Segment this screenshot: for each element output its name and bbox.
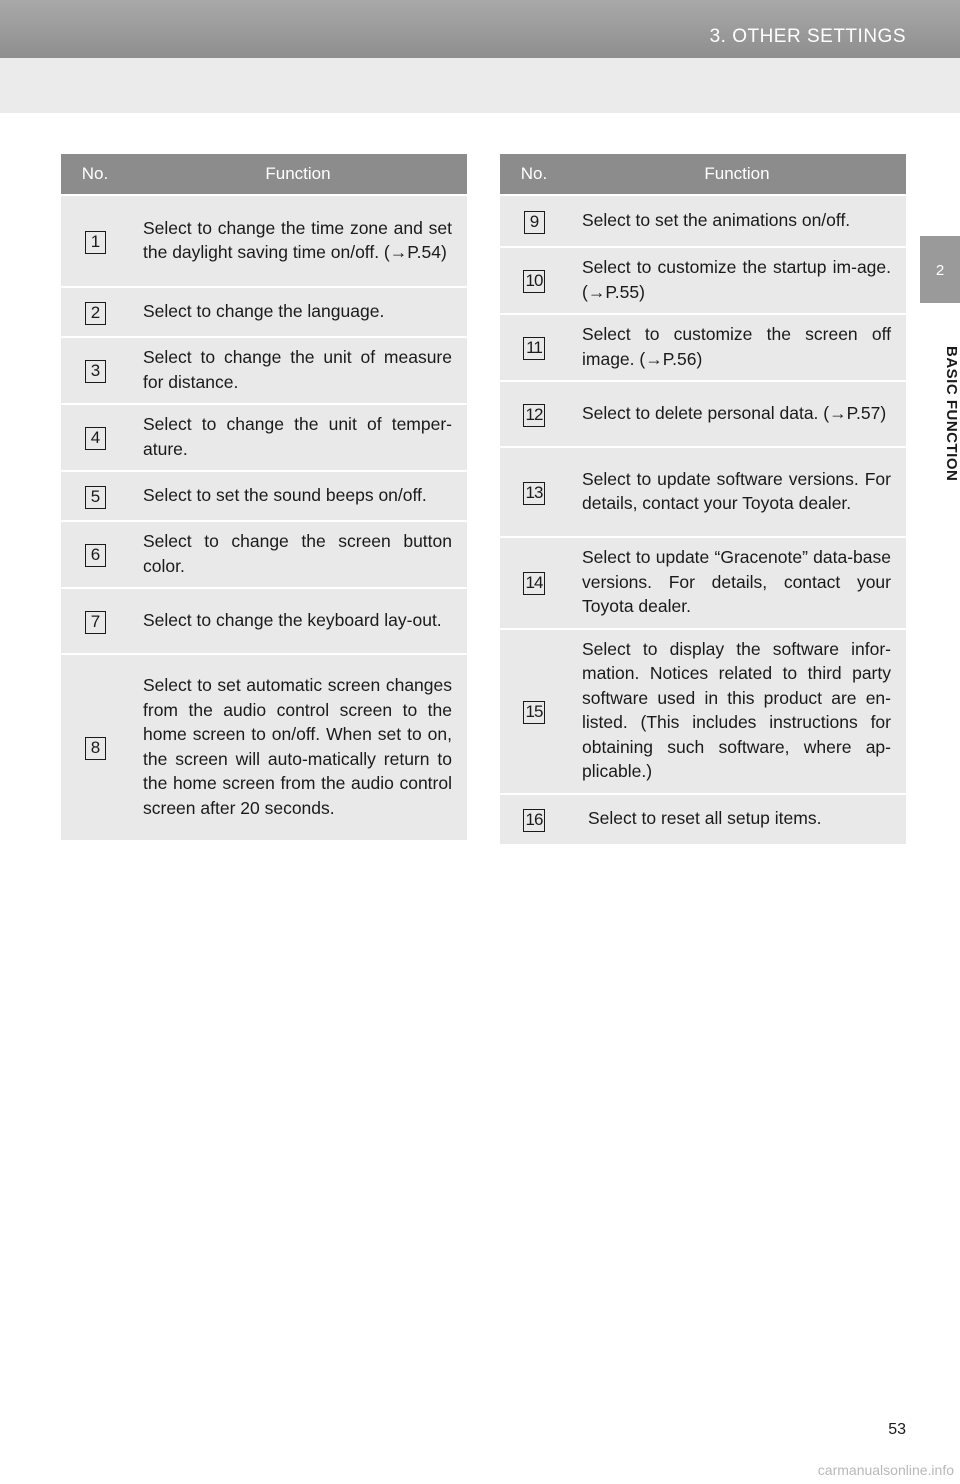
section-title: 3. OTHER SETTINGS [709, 26, 906, 47]
row-number-cell [500, 195, 568, 247]
number-badge: 9 [524, 211, 545, 234]
row-number-cell [61, 521, 129, 588]
table-row [61, 588, 467, 654]
row-number-cell [500, 314, 568, 381]
chapter-label: BASIC FUNCTION [943, 346, 960, 482]
header-bar [0, 0, 960, 58]
number-badge: 14 [523, 572, 546, 595]
table-row [500, 794, 906, 844]
function-description: Select to customize the screen off image. (→P.56) [568, 314, 906, 381]
function-description: Select to change the unit of temper-ature. [129, 404, 467, 471]
row-number-cell [61, 654, 129, 840]
table-row [61, 471, 467, 521]
row-number-cell [61, 404, 129, 471]
number-badge: 2 [85, 302, 106, 325]
watermark: carmanualsonline.info [817, 1462, 954, 1478]
table-header-row [500, 154, 906, 195]
column-header-function: Function [129, 154, 467, 195]
function-table-right [500, 154, 906, 844]
function-table-left [61, 154, 467, 840]
table-row [61, 521, 467, 588]
table-row [61, 337, 467, 404]
number-badge: 8 [85, 737, 106, 760]
function-description: Select to change the screen button color. [129, 521, 467, 588]
function-description: Select to update software versions. For details, contact your Toyota dealer. [568, 447, 906, 537]
function-description: Select to update “Gracenote” data-base versions. For details, contact your Toyota dealer. [568, 537, 906, 629]
function-description: Select to change the keyboard lay-out. [129, 588, 467, 654]
function-description: Select to set automatic screen changes from the audio control screen to the home screen to on/off. When set to on, the screen will auto-matically return to the home screen from the audio control screen after 20 seconds. [129, 654, 467, 840]
column-header-no: No. [61, 154, 129, 195]
function-description: Select to change the language. [129, 287, 467, 337]
number-badge: 1 [85, 231, 106, 254]
number-badge: 16 [523, 809, 546, 832]
row-number-cell [500, 381, 568, 447]
row-number-cell [500, 794, 568, 844]
row-number-cell [61, 588, 129, 654]
number-badge: 5 [85, 486, 106, 509]
table-row [500, 195, 906, 247]
number-badge: 6 [85, 544, 106, 567]
function-description: Select to display the software infor-mation. Notices related to third party software used in this product are en-listed. (This includes instructions for obtaining such software, where ap-plicable.) [568, 629, 906, 794]
function-description: Select to customize the startup im-age. (→P.55) [568, 247, 906, 314]
table-row [61, 404, 467, 471]
column-header-no: No. [500, 154, 568, 195]
table-row [500, 381, 906, 447]
table-row [500, 447, 906, 537]
table-row [500, 629, 906, 794]
table-row [500, 247, 906, 314]
page-number: 53 [888, 1421, 906, 1438]
row-number-cell [500, 247, 568, 314]
function-description: Select to change the time zone and set the daylight saving time on/off. (→P.54) [129, 195, 467, 287]
number-badge: 15 [523, 701, 546, 724]
row-number-cell [500, 447, 568, 537]
number-badge: 13 [523, 482, 546, 505]
number-badge: 4 [85, 427, 106, 450]
table-row [500, 314, 906, 381]
number-badge: 11 [523, 337, 545, 360]
row-number-cell [61, 287, 129, 337]
function-description: Select to delete personal data. (→P.57) [568, 381, 906, 447]
number-badge: 3 [85, 360, 106, 383]
row-number-cell [61, 337, 129, 404]
table-header-row [61, 154, 467, 195]
function-description: Select to reset all setup items. [568, 794, 906, 844]
column-header-function: Function [568, 154, 906, 195]
chapter-number: 2 [935, 262, 945, 279]
number-badge: 10 [523, 270, 546, 293]
table-row [61, 654, 467, 840]
number-badge: 12 [523, 404, 546, 427]
table-row [61, 287, 467, 337]
table-row [61, 195, 467, 287]
function-description: Select to set the sound beeps on/off. [129, 471, 467, 521]
function-description: Select to change the unit of measure for distance. [129, 337, 467, 404]
row-number-cell [500, 537, 568, 629]
row-number-cell [500, 629, 568, 794]
row-number-cell [61, 195, 129, 287]
number-badge: 7 [85, 611, 106, 634]
table-row [500, 537, 906, 629]
row-number-cell [61, 471, 129, 521]
function-description: Select to set the animations on/off. [568, 195, 906, 247]
